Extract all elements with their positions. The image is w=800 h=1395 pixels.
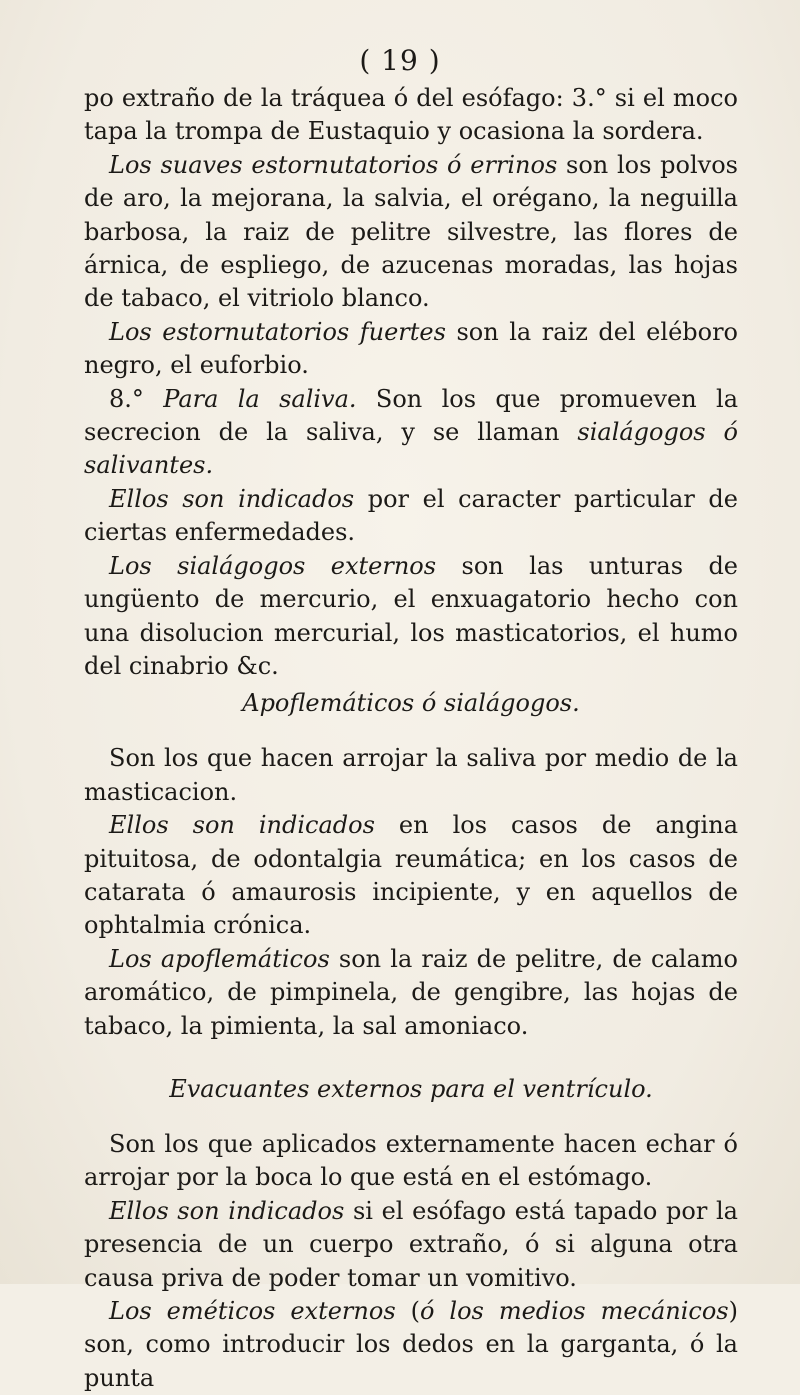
page-number: ( 19 ) bbox=[359, 44, 441, 77]
paragraph-continuation: po extraño de la tráquea ó del esófago: 3.° si el moco tapa la trompa de Eustaquio y ocasiona la sordera. bbox=[84, 84, 738, 146]
section-heading-apoflematicos: Apoflemáticos ó sialágogos. bbox=[242, 689, 580, 718]
body-text bbox=[84, 82, 738, 1395]
italic-term: Ellos son indicados bbox=[109, 811, 375, 840]
paren-open: ( bbox=[395, 1297, 420, 1325]
italic-term: sialágogos ó salivantes. bbox=[84, 418, 738, 480]
paragraph-text: en los casos de angina pituitosa, de odontalgia reumática; en los casos de catarata ó amaurosis incipiente, y en aquellos de ophtalmia crónica. bbox=[84, 811, 739, 940]
italic-term: Ellos son indicados bbox=[109, 1196, 345, 1225]
italic-term: ó los medios mecánicos bbox=[419, 1297, 729, 1325]
italic-term: Los estornutatorios fuertes bbox=[109, 317, 446, 346]
paragraph-text: por el caracter particular de ciertas enfermedades. bbox=[84, 484, 738, 547]
italic-term: Los eméticos externos bbox=[109, 1297, 396, 1325]
section-heading-evacuantes: Evacuantes externos para el ventrículo. bbox=[169, 1074, 653, 1103]
paragraph-text: si el esófago está tapado por la presencia de un cuerpo extraño, ó si alguna otra causa priva de poder tomar un vomitivo. bbox=[84, 1196, 738, 1292]
italic-term: Los suaves estornutatorios ó errinos bbox=[109, 150, 558, 179]
paragraph-text: son la raiz de pelitre, de calamo aromático, de pimpinela, de gengibre, las hojas de tabaco, la pimienta, la sal amoniaco. bbox=[84, 944, 739, 1040]
paragraph-text: son los polvos de aro, la mejorana, la salvia, el orégano, la neguilla barbosa, la raiz de pelitre silvestre, las flores de árnica, de espliego, de azucenas moradas, las hojas de tabaco, el vitriolo blanco. bbox=[84, 150, 738, 313]
paragraph-evacuantes-def: Son los que aplicados externamente hacen echar ó arrojar por la boca lo que está en el estómago. bbox=[84, 1129, 738, 1192]
paragraph-emeticos-externos bbox=[84, 1295, 738, 1395]
paragraph-errinos bbox=[84, 149, 738, 316]
paragraph-saliva bbox=[84, 383, 738, 483]
paragraph-text: ) son, como introducir los dedos en la garganta, ó la punta bbox=[84, 1297, 738, 1392]
paragraph-indicados-1 bbox=[84, 483, 738, 550]
paragraph-sialagogos-externos bbox=[84, 550, 738, 684]
italic-term: Los sialágogos externos bbox=[109, 551, 437, 580]
italic-term: Para la saliva. bbox=[163, 384, 357, 413]
paragraph-text: son las unturas de ungüento de mercurio, el enxuagatorio hecho con una disolucion mercurial, los masticatorios, el humo del cinabrio &c. bbox=[84, 551, 739, 680]
paragraph-indicados-3 bbox=[84, 1195, 738, 1295]
section-number: 8.° bbox=[109, 384, 164, 413]
paragraph-text: son la raiz del eléboro negro, el euforbio. bbox=[84, 317, 739, 380]
paragraph-estornutatorios-fuertes bbox=[84, 316, 738, 383]
paragraph-text: Son los que promueven la secrecion de la saliva, y se llaman bbox=[84, 384, 738, 447]
paragraph-indicados-2 bbox=[84, 809, 738, 943]
paragraph-apoflematicos-list bbox=[84, 943, 738, 1043]
paragraph-apoflematicos-def: Son los que hacen arrojar la saliva por medio de la masticacion. bbox=[84, 744, 738, 806]
italic-term: Ellos son indicados bbox=[109, 484, 355, 513]
italic-term: Los apoflemáticos bbox=[109, 944, 330, 973]
